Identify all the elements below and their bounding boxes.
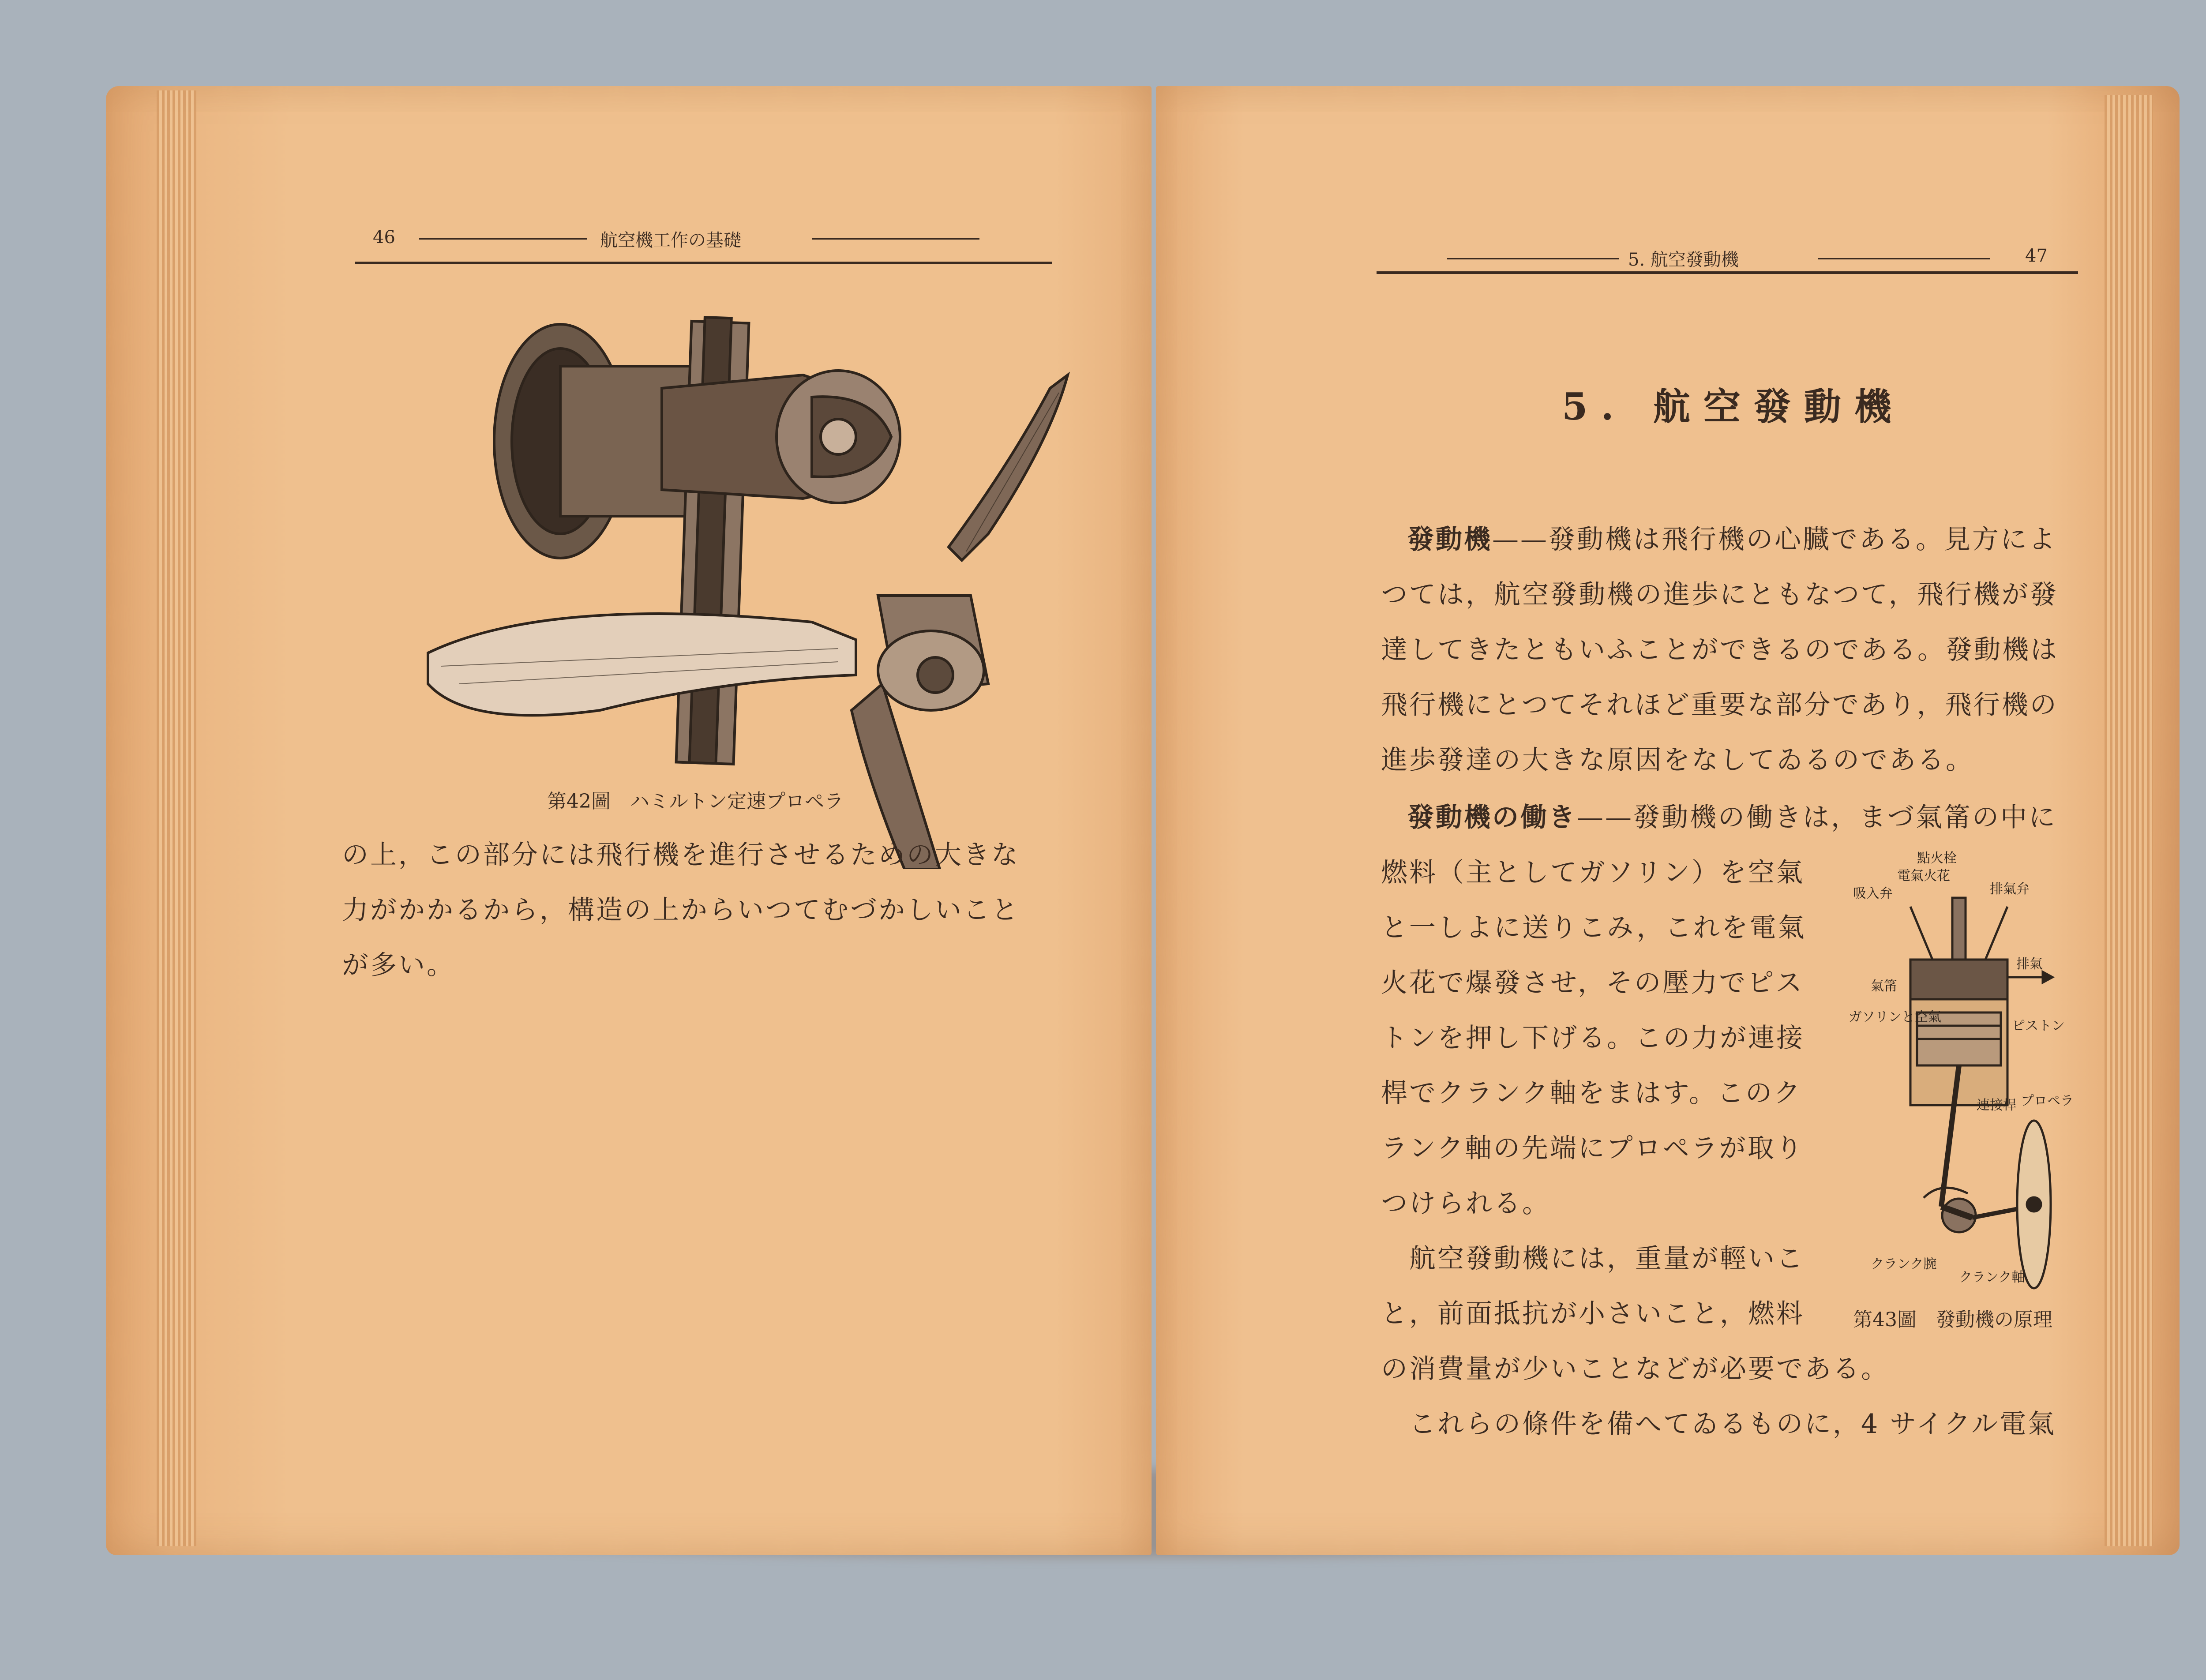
left-page-number: 46 — [373, 227, 395, 248]
section2-line-6: 桿でクランク軸をまはす。このク — [1381, 1078, 1802, 1109]
figure-43-caption: 第43圖 發動機の原理 — [1853, 1309, 2052, 1331]
section2-line-2: 燃料（主としてガソリン）を空氣 — [1381, 857, 1805, 888]
section2-line-3: と一しよに送りこみ，これを電氣 — [1381, 912, 1806, 943]
right-page-edges — [2105, 95, 2153, 1546]
section2-first-line-text: ——發動機の働きは，まづ氣筩の中に — [1577, 802, 2057, 833]
label-crank-arm: クランク腕 — [1871, 1256, 1937, 1272]
label-crankshaft: クランク軸 — [1959, 1270, 2025, 1285]
open-book — [106, 86, 2180, 1562]
label-intake-valve: 吸入弁 — [1853, 886, 1893, 901]
label-spark-plug: 點火栓 — [1917, 851, 1957, 866]
engine-principle-diagram — [1844, 845, 2091, 1295]
right-page — [1156, 86, 2180, 1555]
right-page-number: 47 — [2025, 246, 2048, 266]
left-header-rule — [355, 262, 1052, 264]
right-header-rule — [1377, 271, 2078, 274]
label-connecting-rod: 連接桿 — [1977, 1098, 2016, 1113]
section2-line-12: これらの條件を備へてゐるものに，4 サイクル電氣 — [1381, 1409, 2056, 1440]
section1-first-line — [1407, 518, 2057, 556]
section1-line-5: 進歩發達の大きな原因をなしてゐるのである。 — [1381, 745, 1974, 776]
section1-line-3: 達してきたともいふことができるのである。發動機は — [1381, 634, 2059, 665]
section1-heading: 發動機 — [1407, 524, 1492, 555]
section2-line-8: つけられる。 — [1381, 1188, 1550, 1219]
label-propeller: プロペラ — [2021, 1093, 2074, 1109]
propeller-illustration — [415, 287, 1085, 869]
left-page-edges — [157, 90, 196, 1546]
figure-42-caption: 第42圖 ハミルトン定速プロペラ — [547, 790, 844, 813]
section2-line-11: の消費量が少いことなどが必要である。 — [1381, 1354, 1889, 1384]
section2-heading: 發動機の働き — [1407, 802, 1577, 833]
section2-line-4: 火花で爆發させ，その壓力でピス — [1381, 968, 1804, 998]
left-running-header: 航空機工作の基礎 — [600, 230, 741, 251]
left-body-line-1: の上，この部分には飛行機を進行させるための大きな — [342, 840, 1020, 870]
label-ignition: 電氣火花 — [1897, 868, 1950, 884]
section1-line-4: 飛行機にとつてそれほど重要な部分であり，飛行機の — [1381, 690, 2058, 720]
label-exhaust: 排氣 — [2016, 956, 2043, 972]
section1-line-2: つては，航空發動機の進歩にともなつて，飛行機が發 — [1381, 579, 2058, 610]
section1-first-line-text: ——發動機は飛行機の心臓である。見方によ — [1492, 524, 2057, 555]
header-dash — [1818, 258, 1990, 259]
label-gasoline-air: ガソリンと空氣 — [1849, 1009, 1941, 1025]
label-exhaust-valve: 排氣弁 — [1990, 881, 2030, 897]
header-dash — [419, 238, 587, 240]
label-cylinder: 氣筩 — [1871, 979, 1897, 994]
section2-line-5: トンを押し下げる。この力が連接 — [1381, 1023, 1805, 1054]
section2-line-7: ランク軸の先端にプロペラが取り — [1381, 1133, 1804, 1164]
right-running-header: 5. 航空發動機 — [1628, 250, 1739, 270]
chapter-title: 5. 航空發動機 — [1562, 385, 1905, 428]
section2-first-line — [1407, 796, 2057, 834]
section2-line-10: と，前面抵抗が小さいこと，燃料 — [1381, 1298, 1805, 1329]
section2-line-9: 航空發動機には，重量が輕いこ — [1381, 1243, 1805, 1274]
left-page — [106, 86, 1152, 1555]
header-dash — [1447, 258, 1619, 259]
header-dash — [812, 238, 979, 240]
left-body-line-3: が多い。 — [342, 950, 455, 981]
left-body-line-2: 力がかかるから，構造の上からいつてむづかしいこと — [342, 895, 1020, 926]
label-piston: ピストン — [2012, 1018, 2065, 1034]
